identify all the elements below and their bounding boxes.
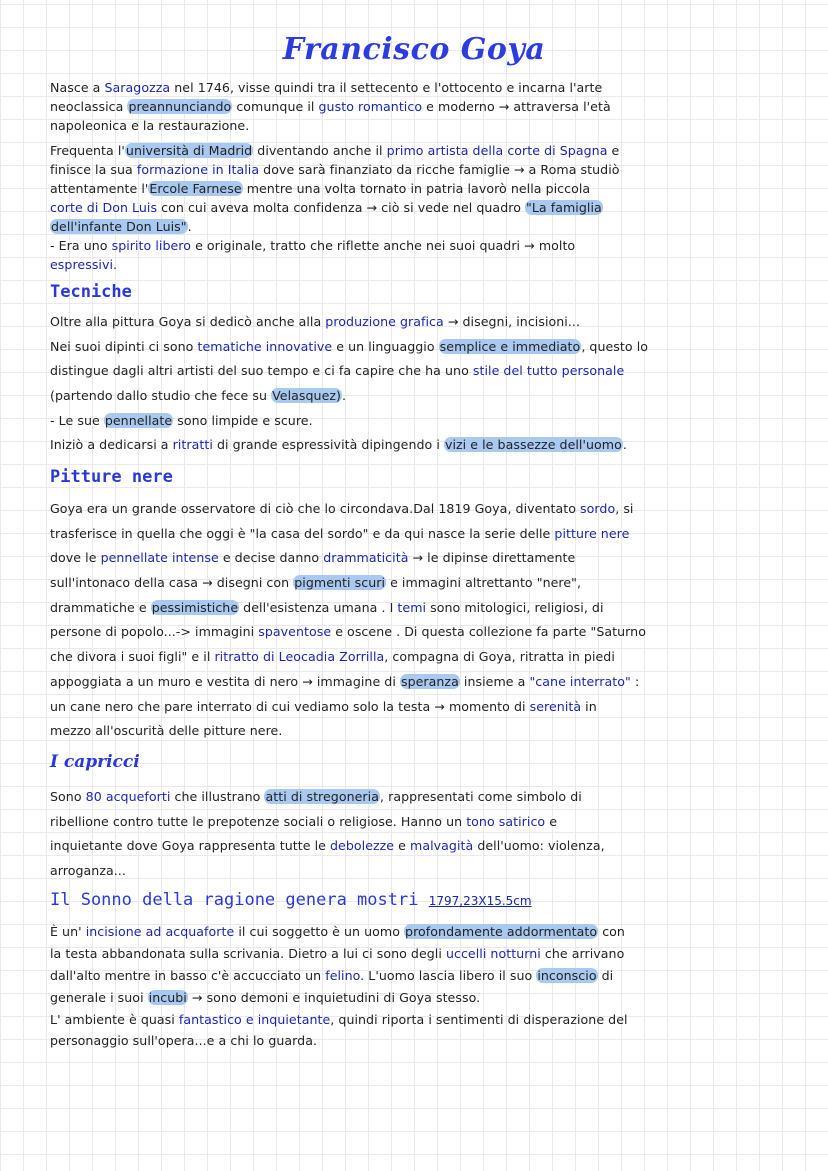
text-segment: È un'	[50, 924, 86, 939]
highlighted-text: speranza	[400, 673, 459, 689]
text-segment: :	[630, 673, 640, 689]
text-segment: dell'esistenza umana . I	[239, 599, 398, 615]
pitture-nere-paragraph	[50, 497, 758, 744]
text-segment: in	[581, 698, 597, 714]
text-segment: generale i suoi	[50, 989, 148, 1005]
text-line	[50, 670, 758, 695]
emphasized-text: corte di Don Luis	[50, 200, 158, 215]
text-segment: . L'uomo lascia libero il suo	[360, 967, 537, 983]
sonno-title: Il Sonno della ragione genera mostri	[50, 890, 419, 910]
emphasized-text: pennellate intense	[100, 550, 219, 566]
text-segment: la testa abbandonata sulla scrivania. Dietro a lui ci sono degli	[50, 945, 446, 961]
text-segment: con cui aveva molta confidenza → ciò si vede nel quadro	[157, 200, 525, 215]
text-segment: , compagna di Goya, ritratta in piedi	[384, 649, 615, 665]
page-title: Francisco Goya	[282, 32, 546, 67]
emphasized-text: pitture nere	[554, 525, 630, 541]
text-line	[50, 310, 758, 335]
emphasized-text: uccelli notturni	[445, 945, 541, 961]
text-segment: finisce la sua	[50, 162, 137, 177]
text-segment: napoleonica e la restaurazione.	[50, 118, 250, 133]
text-segment: comunque il	[232, 99, 319, 114]
emphasized-text: incisione ad acquaforte	[85, 924, 235, 939]
text-segment: .	[342, 388, 347, 404]
emphasized-text: sordo	[580, 501, 616, 516]
text-line	[50, 359, 758, 384]
highlighted-text: università di Madrid	[125, 143, 253, 158]
text-line	[50, 859, 758, 884]
emphasized-text: espressivi.	[50, 257, 118, 272]
text-segment: → le dipinse direttamente	[408, 550, 576, 566]
text-segment: dove sarà finanziato da ricche famiglie → a Roma studiò	[259, 162, 620, 177]
text-segment: neoclassica	[50, 99, 128, 114]
text-line	[50, 546, 758, 571]
emphasized-text: drammaticità	[323, 550, 409, 566]
text-segment: e originale, tratto che riflette anche nei suoi quadri → molto	[191, 238, 576, 253]
text-segment: che arrivano	[540, 945, 625, 961]
text-segment: .	[187, 219, 192, 234]
text-line	[50, 217, 758, 236]
text-segment: , questo lo	[581, 338, 649, 354]
emphasized-text: ritratti	[172, 437, 213, 453]
text-segment: inquietante dove Goya rappresenta tutte le	[50, 838, 330, 854]
text-segment: → sono demoni e inquietudini di Goya stesso.	[187, 989, 481, 1005]
text-segment: insieme a	[459, 673, 530, 689]
text-segment: - Le sue	[50, 412, 104, 428]
text-segment: L' ambiente è quasi	[50, 1011, 179, 1027]
text-segment: ribellione contro tutte le prepotenze sociali o religiose. Hanno un	[50, 813, 467, 829]
text-segment: .	[622, 437, 627, 453]
highlighted-text: preannunciando	[128, 99, 232, 114]
text-segment: di	[597, 967, 614, 983]
text-segment: dell'uomo: violenza,	[473, 838, 605, 854]
text-line	[50, 596, 758, 621]
text-line	[50, 785, 758, 810]
emphasized-text: tono satirico	[466, 813, 546, 829]
text-line	[50, 141, 758, 160]
highlighted-text: semplice e immediato	[439, 338, 581, 354]
emphasized-text: primo artista della corte di Spagna	[386, 143, 608, 158]
text-segment: che illustrano	[170, 789, 265, 804]
text-line	[50, 921, 758, 943]
text-segment: trasferisce in quella che oggi è "la casa del sordo" e da qui nasce la serie delle	[50, 525, 555, 541]
text-line	[50, 78, 758, 97]
emphasized-text: fantastico e inquietante	[178, 1011, 331, 1027]
text-line	[50, 236, 758, 255]
text-segment: diventando anche il	[253, 143, 387, 158]
text-segment: Iniziò a dedicarsi a	[50, 437, 173, 453]
text-line	[50, 987, 758, 1009]
tecniche-paragraph	[50, 310, 758, 458]
text-segment: Sono	[50, 789, 86, 804]
section-heading-pitture-nere: Pitture nere	[50, 467, 173, 487]
text-segment: e moderno → attraversa l'età	[422, 99, 611, 114]
text-line	[50, 645, 758, 670]
text-segment: con	[598, 924, 625, 939]
text-segment: e	[394, 838, 411, 854]
emphasized-text: spirito libero	[111, 238, 192, 253]
highlighted-text: vizi e le bassezze dell'uomo	[444, 437, 622, 453]
text-segment: (partendo dallo studio che fece su	[50, 388, 272, 404]
emphasized-text: gusto romantico	[318, 99, 423, 114]
text-segment: dall'alto mentre in basso c'è accucciato un	[50, 967, 326, 983]
section-heading-capricci: I capricci	[50, 752, 140, 772]
highlighted-text: incubi	[148, 989, 187, 1005]
highlighted-text: profondamente addormentato	[405, 924, 598, 939]
emphasized-text: felino	[325, 967, 361, 983]
text-segment: Frequenta l'	[50, 143, 125, 158]
text-line	[50, 943, 758, 965]
text-segment: sull'intonaco della casa → disegni con	[50, 575, 294, 591]
text-segment: e decise danno	[218, 550, 324, 566]
text-segment: Oltre alla pittura Goya si dedicò anche alla	[50, 314, 326, 329]
text-segment: , quindi riporta i sentimenti di disperazione del	[330, 1011, 628, 1027]
text-segment: Nei suoi dipinti ci sono	[50, 338, 198, 354]
text-segment: Nasce a	[50, 80, 105, 95]
text-line	[50, 522, 758, 547]
text-segment: un cane nero che pare interrato di cui vediamo solo la testa → momento di	[50, 698, 530, 714]
emphasized-text: formazione in Italia	[136, 162, 260, 177]
text-line	[50, 719, 758, 744]
emphasized-text: serenità	[529, 698, 582, 714]
text-segment: arroganza...	[50, 863, 126, 879]
text-line	[50, 620, 758, 645]
emphasized-text: temi	[397, 599, 427, 615]
highlighted-text: pessimistiche	[151, 599, 239, 615]
text-segment: di grande espressività dipingendo i	[212, 437, 444, 453]
text-segment: personaggio sull'opera...e a chi lo guarda.	[50, 1033, 318, 1049]
text-line	[50, 695, 758, 720]
emphasized-text: 80 acqueforti	[85, 789, 171, 804]
emphasized-text: produzione grafica	[325, 314, 444, 329]
text-segment: e	[607, 143, 620, 158]
text-line	[50, 433, 758, 458]
section-heading-sonno	[50, 890, 532, 910]
capricci-paragraph	[50, 785, 758, 884]
text-line	[50, 409, 758, 434]
text-segment: nel 1746, visse quindi tra il settecento e l'ottocento e incarna l'arte	[170, 80, 603, 95]
text-segment: persone di popolo...-> immagini	[50, 624, 259, 640]
text-segment: Goya era un grande osservatore di ciò che lo circondava.Dal 1819 Goya, diventato	[50, 501, 581, 516]
highlighted-text: pigmenti scuri	[294, 575, 386, 591]
emphasized-text: tematiche innovative	[197, 338, 333, 354]
text-segment: sono limpide e scure.	[173, 412, 313, 428]
text-line	[50, 179, 758, 198]
highlighted-text: pennellate	[104, 412, 173, 428]
section-heading-tecniche: Tecniche	[50, 282, 132, 302]
text-segment: , si	[615, 501, 634, 516]
text-line	[50, 834, 758, 859]
text-line	[50, 497, 758, 522]
text-line	[50, 255, 758, 274]
text-line	[50, 198, 758, 217]
text-line	[50, 335, 758, 360]
text-line	[50, 810, 758, 835]
text-line	[50, 1030, 758, 1052]
text-line	[50, 116, 758, 135]
highlighted-text: dell'infante Don Luis"	[51, 219, 187, 234]
emphasized-text: debolezze	[330, 838, 395, 854]
emphasized-text: spaventose	[258, 624, 332, 640]
highlighted-text: atti di stregoneria	[265, 789, 379, 804]
text-line	[50, 160, 758, 179]
text-segment: dove le	[50, 550, 101, 566]
highlighted-text: inconscio	[537, 967, 597, 983]
text-line	[50, 1009, 758, 1031]
text-segment: il cui soggetto è un uomo	[234, 924, 405, 939]
education-paragraph	[50, 141, 758, 274]
text-segment: , rappresentati come simbolo di	[379, 789, 582, 804]
emphasized-text: "cane interrato"	[529, 673, 631, 689]
highlighted-text: Ercole Farnese	[149, 181, 242, 196]
highlighted-text: Velasquez)	[272, 388, 342, 404]
text-segment: e	[545, 813, 558, 829]
intro-paragraph	[50, 78, 758, 135]
text-segment: sono mitologici, religiosi, di	[426, 599, 604, 615]
text-segment: attentamente l'	[50, 181, 149, 196]
text-line	[50, 571, 758, 596]
emphasized-text: malvagità	[410, 838, 474, 854]
emphasized-text: Saragozza	[104, 80, 171, 95]
highlighted-text: "La famiglia	[526, 200, 602, 215]
text-segment: mentre una volta tornato in patria lavorò nella piccola	[242, 181, 591, 196]
text-segment: - Era uno	[50, 238, 112, 253]
text-line	[50, 97, 758, 116]
sonno-paragraph	[50, 921, 758, 1052]
emphasized-text: ritratto di Leocadia Zorrilla	[214, 649, 385, 665]
text-segment: mezzo all'oscurità delle pitture nere.	[50, 723, 283, 739]
text-segment: appoggiata a un muro e vestita di nero → immagine di	[50, 673, 400, 689]
text-segment: che divora i suoi figli" e il	[50, 649, 215, 665]
text-segment: e un linguaggio	[332, 338, 439, 354]
text-line	[50, 384, 758, 409]
text-line	[50, 965, 758, 987]
text-segment: distingue dagli altri artisti del suo tempo e ci fa capire che ha uno	[50, 363, 473, 379]
text-segment: e oscene . Di questa collezione fa parte "Saturno	[331, 624, 646, 640]
text-segment: → disegni, incisioni...	[443, 314, 580, 329]
sonno-meta: 1797,23X15.5cm	[428, 894, 532, 908]
emphasized-text: stile del tutto personale	[472, 363, 625, 379]
text-segment: drammatiche e	[50, 599, 151, 615]
text-segment: e immagini altrettanto "nere",	[386, 575, 582, 591]
